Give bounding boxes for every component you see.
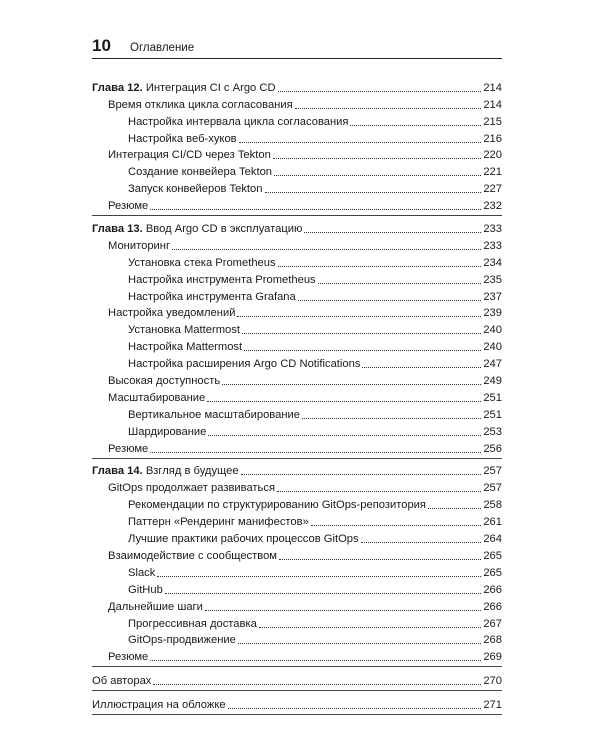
dot-leader (153, 684, 481, 685)
dot-leader (150, 209, 481, 210)
dot-leader (318, 283, 482, 284)
dot-leader (279, 559, 481, 560)
dot-leader (157, 576, 481, 577)
running-header (92, 36, 502, 59)
toc-entry[interactable] (92, 695, 502, 712)
chapter-title: Ввод Argo CD в эксплуатацию (142, 223, 303, 236)
toc-entry-title: Slack (128, 566, 156, 579)
toc-group (92, 670, 502, 691)
toc-entry-title (92, 222, 302, 236)
toc-page-number: 239 (483, 307, 502, 320)
toc-page-number: 265 (483, 566, 502, 579)
toc-entry[interactable] (92, 529, 502, 546)
toc-page-number: 270 (483, 675, 502, 688)
toc-entry[interactable] (92, 196, 502, 213)
toc-entry-title: GitHub (128, 583, 163, 596)
toc-entry[interactable] (92, 462, 502, 479)
toc-entry[interactable] (92, 478, 502, 495)
dot-leader (273, 158, 482, 159)
toc-page-number: 220 (483, 149, 502, 162)
page-number: 10 (92, 36, 111, 55)
dot-leader (239, 142, 482, 143)
toc-entry[interactable] (92, 179, 502, 196)
toc-entry[interactable] (92, 95, 502, 112)
toc-entry[interactable] (92, 354, 502, 371)
toc-entry-title: Резюме (108, 651, 149, 664)
dot-leader (172, 249, 481, 250)
toc-page-number: 268 (483, 634, 502, 647)
toc-entry[interactable] (92, 320, 502, 337)
toc-entry[interactable] (92, 112, 502, 129)
table-of-contents (92, 78, 502, 718)
toc-page-number: 266 (483, 583, 502, 596)
toc-page-number: 271 (483, 699, 502, 712)
toc-entry[interactable] (92, 304, 502, 321)
dot-leader (237, 316, 481, 317)
toc-page-number: 269 (483, 651, 502, 664)
toc-entry-title: Настройка Mattermost (128, 341, 243, 354)
dot-leader (278, 266, 482, 267)
toc-group (92, 219, 502, 458)
toc-entry-title: Установка стека Prometheus (128, 256, 276, 269)
toc-entry[interactable] (92, 236, 502, 253)
toc-entry[interactable] (92, 563, 502, 580)
toc-entry[interactable] (92, 495, 502, 512)
chapter-title: Интеграция CI с Argo CD (142, 81, 276, 94)
toc-page-number: 240 (483, 324, 502, 337)
dot-leader (302, 418, 481, 419)
toc-entry-title: Интеграция CI/CD через Tekton (108, 149, 271, 162)
toc-entry[interactable] (92, 371, 502, 388)
dot-leader (361, 542, 482, 543)
toc-page-number: 266 (483, 600, 502, 613)
toc-entry[interactable] (92, 270, 502, 287)
toc-entry-title: Иллюстрация на обложке (92, 699, 226, 712)
dot-leader (274, 175, 481, 176)
chapter-label: Глава 12. (92, 81, 143, 94)
dot-leader (265, 192, 482, 193)
toc-page-number: 256 (483, 442, 502, 455)
toc-page-number: 251 (483, 408, 502, 421)
toc-page-number: 233 (483, 239, 502, 252)
toc-page-number: 237 (483, 290, 502, 303)
toc-entry[interactable] (92, 671, 502, 688)
toc-page-number: 216 (483, 132, 502, 145)
toc-page-number: 240 (483, 341, 502, 354)
toc-group (92, 78, 502, 216)
toc-page-number: 227 (483, 183, 502, 196)
toc-page-number: 253 (483, 425, 502, 438)
toc-entry-title: Прогрессивная доставка (128, 617, 257, 630)
toc-entry[interactable] (92, 546, 502, 563)
toc-page-number: 265 (483, 549, 502, 562)
toc-group (92, 694, 502, 715)
dot-leader (259, 627, 482, 628)
toc-page-number: 258 (483, 499, 502, 512)
toc-entry[interactable] (92, 219, 502, 236)
toc-entry[interactable] (92, 388, 502, 405)
section-title: Оглавление (130, 42, 195, 54)
dot-leader (295, 108, 482, 109)
toc-entry-title: Лучшие практики рабочих процессов GitOps (128, 533, 359, 546)
dot-leader (311, 525, 482, 526)
dot-leader (207, 401, 481, 402)
toc-entry-title: Настройка инструмента Grafana (128, 290, 296, 303)
toc-entry-title: Резюме (108, 200, 149, 213)
toc-entry-title: Паттерн «Рендеринг манифестов» (128, 516, 309, 529)
toc-entry-title (92, 464, 239, 478)
toc-entry[interactable] (92, 580, 502, 597)
toc-page-number: 249 (483, 375, 502, 388)
toc-entry[interactable] (92, 129, 502, 146)
toc-entry-title: Дальнейшие шаги (108, 600, 203, 613)
dot-leader (428, 508, 481, 509)
dot-leader (277, 491, 481, 492)
toc-entry-title: Мониторинг (108, 239, 171, 252)
toc-page-number: 267 (483, 617, 502, 630)
dot-leader (238, 643, 481, 644)
toc-entry[interactable] (92, 337, 502, 354)
toc-page-number: 264 (483, 533, 502, 546)
dot-leader (304, 232, 481, 233)
toc-entry-title (92, 81, 276, 95)
toc-page-number: 234 (483, 256, 502, 269)
chapter-label: Глава 13. (92, 223, 143, 236)
toc-entry-title: Настройка интервала цикла согласования (128, 115, 349, 128)
toc-entry[interactable] (92, 647, 502, 664)
toc-entry-title: GitOps-продвижение (128, 634, 236, 647)
toc-page-number: 215 (483, 115, 502, 128)
toc-entry-title: Настройка расширения Argo CD Notifications (128, 358, 361, 371)
dot-leader (298, 300, 482, 301)
dot-leader (241, 474, 482, 475)
toc-entry-title: Об авторах (92, 675, 152, 688)
toc-page-number: 232 (483, 200, 502, 213)
toc-entry-title: Время отклика цикла согласования (108, 98, 293, 111)
dot-leader (222, 384, 481, 385)
toc-entry-title: Настройка веб-хуков (128, 132, 237, 145)
toc-page-number: 235 (483, 273, 502, 286)
toc-entry[interactable] (92, 597, 502, 614)
dot-leader (165, 593, 482, 594)
toc-entry[interactable] (92, 405, 502, 422)
toc-entry[interactable] (92, 422, 502, 439)
chapter-title: Взгляд в будущее (142, 465, 239, 478)
toc-page-number: 233 (483, 223, 502, 236)
toc-entry-title: Создание конвейера Tekton (128, 166, 273, 179)
chapter-label: Глава 14. (92, 465, 143, 478)
dot-leader (362, 367, 481, 368)
dot-leader (242, 333, 481, 334)
toc-entry[interactable] (92, 631, 502, 648)
dot-leader (278, 91, 482, 92)
toc-entry[interactable] (92, 287, 502, 304)
toc-page-number: 214 (483, 81, 502, 94)
toc-entry[interactable] (92, 146, 502, 163)
toc-page-number: 221 (483, 166, 502, 179)
toc-entry[interactable] (92, 78, 502, 95)
toc-entry-title: Установка Mattermost (128, 324, 240, 337)
dot-leader (150, 452, 481, 453)
toc-group (92, 462, 502, 668)
toc-entry-title: Вертикальное масштабирование (128, 408, 300, 421)
toc-entry[interactable] (92, 439, 502, 456)
toc-page-number: 214 (483, 98, 502, 111)
toc-entry-title: GitOps продолжает развиваться (108, 482, 276, 495)
toc-entry-title: Настройка уведомлений (108, 307, 236, 320)
toc-entry[interactable] (92, 614, 502, 631)
toc-entry-title: Масштабирование (108, 391, 206, 404)
toc-page-number: 261 (483, 516, 502, 529)
dot-leader (244, 350, 481, 351)
toc-entry-title: Резюме (108, 442, 149, 455)
dot-leader (205, 610, 481, 611)
toc-page-number: 257 (483, 482, 502, 495)
dot-leader (150, 660, 481, 661)
toc-page-number: 251 (483, 391, 502, 404)
toc-entry-title: Настройка инструмента Prometheus (128, 273, 316, 286)
toc-entry-title: Рекомендации по структурированию GitOps-репозитория (128, 499, 426, 512)
toc-page-number: 247 (483, 358, 502, 371)
toc-entry-title: Взаимодействие с сообществом (108, 549, 277, 562)
toc-entry-title: Высокая доступность (108, 375, 221, 388)
dot-leader (208, 435, 481, 436)
dot-leader (350, 125, 481, 126)
toc-entry[interactable] (92, 162, 502, 179)
toc-page-number: 257 (483, 465, 502, 478)
dot-leader (228, 708, 482, 709)
toc-entry[interactable] (92, 253, 502, 270)
toc-entry[interactable] (92, 512, 502, 529)
toc-entry-title: Шардирование (128, 425, 207, 438)
toc-entry-title: Запуск конвейеров Tekton (128, 183, 263, 196)
